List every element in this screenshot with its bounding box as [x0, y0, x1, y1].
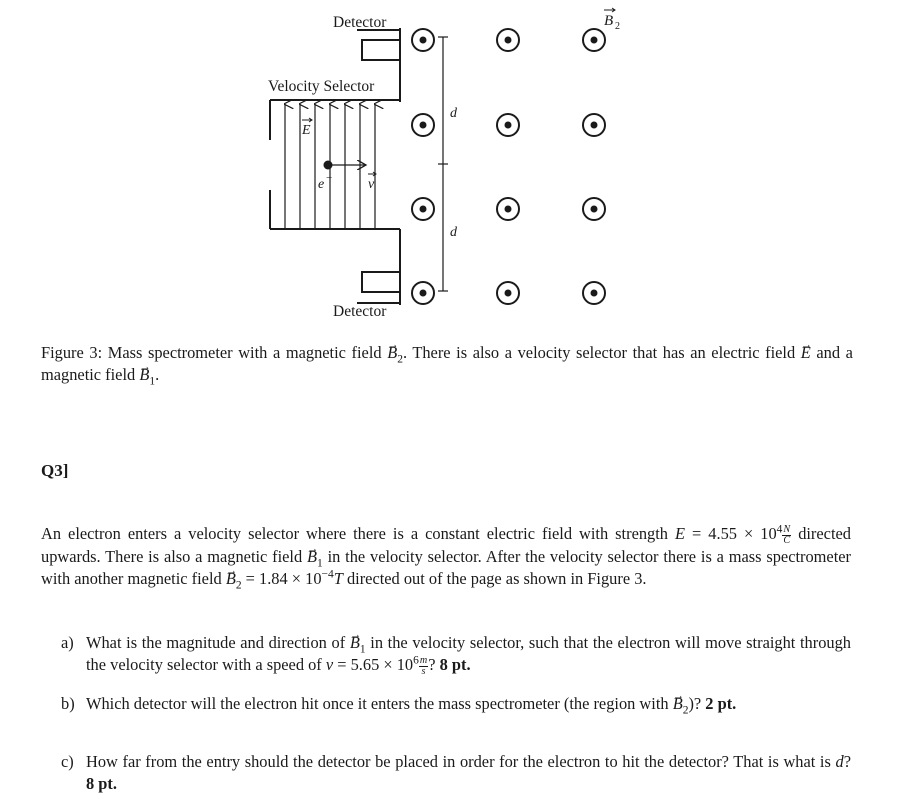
- spectrometer-wall: [357, 28, 400, 305]
- question-intro: An electron enters a velocity selector where there is a constant electric field with strength $E = 4.55 \times 10^4$ $\frac{N}{C}$ directed upwards. There is also a magnetic field → $B_1$ in the velocity selector. After the velocity selector there is a mass spectrometer with another magnetic field → $B_2 = 1.84 \times 10^{-4}T$ directed out of the page as shown in Figure 3.: [41, 523, 851, 590]
- e-field-label: [301, 118, 312, 138]
- b2-field-label: [604, 8, 620, 32]
- velocity-selector-label: Velocity Selector: [268, 78, 375, 95]
- svg-text:v: v: [368, 177, 375, 192]
- question-label: Q3]: [41, 461, 69, 480]
- question-part-a: a) What is the magnitude and direction of → $B_1$ in the velocity selector, such that the electron will move straight through the velocity selector with a speed of $v = 5.65 \times 10^6$ $\frac{m}{s}$ ? 8 pt.: [61, 632, 851, 677]
- out-of-page-icon: [497, 29, 519, 51]
- detector-top-label: Detector: [333, 14, 387, 31]
- detector-bottom: [362, 272, 400, 292]
- out-of-page-icon: [497, 282, 519, 304]
- out-of-page-icon: [497, 198, 519, 220]
- question-part-b: b) Which detector will the electron hit once it enters the mass spectrometer (the region with → $B_2$)? 2 pt.: [61, 693, 851, 715]
- detector-bottom-label: Detector: [333, 303, 387, 320]
- out-of-page-icon: [583, 282, 605, 304]
- out-of-page-icon: [412, 114, 434, 136]
- detector-top: [362, 40, 400, 60]
- svg-text:E: E: [302, 123, 311, 138]
- distance-marker: [438, 37, 448, 291]
- out-of-page-icon: [412, 198, 434, 220]
- out-of-page-icon: [583, 198, 605, 220]
- distance-label-top: d: [450, 106, 457, 121]
- figure-caption: Figure 3: Mass spectrometer with a magnetic field → $B_2$. There is also a velocity selector that has an electric field → E and a magnetic field → $B_1$.: [41, 342, 853, 386]
- electron: [318, 161, 366, 193]
- svg-text:B: B: [604, 13, 614, 29]
- svg-text:e: e: [318, 177, 325, 192]
- out-of-page-icon: [583, 29, 605, 51]
- mass-spectrometer-figure: [0, 0, 897, 330]
- b-field-grid: [412, 29, 605, 304]
- question-part-c: c) How far from the entry should the detector be placed in order for the electron to hit the detector? That is what is d? 8 pt.: [61, 752, 851, 793]
- out-of-page-icon: [583, 114, 605, 136]
- distance-label-bottom: d: [450, 225, 457, 240]
- out-of-page-icon: [497, 114, 519, 136]
- svg-text:−: −: [326, 172, 333, 184]
- out-of-page-icon: [412, 29, 434, 51]
- svg-text:2: 2: [615, 21, 620, 32]
- out-of-page-icon: [412, 282, 434, 304]
